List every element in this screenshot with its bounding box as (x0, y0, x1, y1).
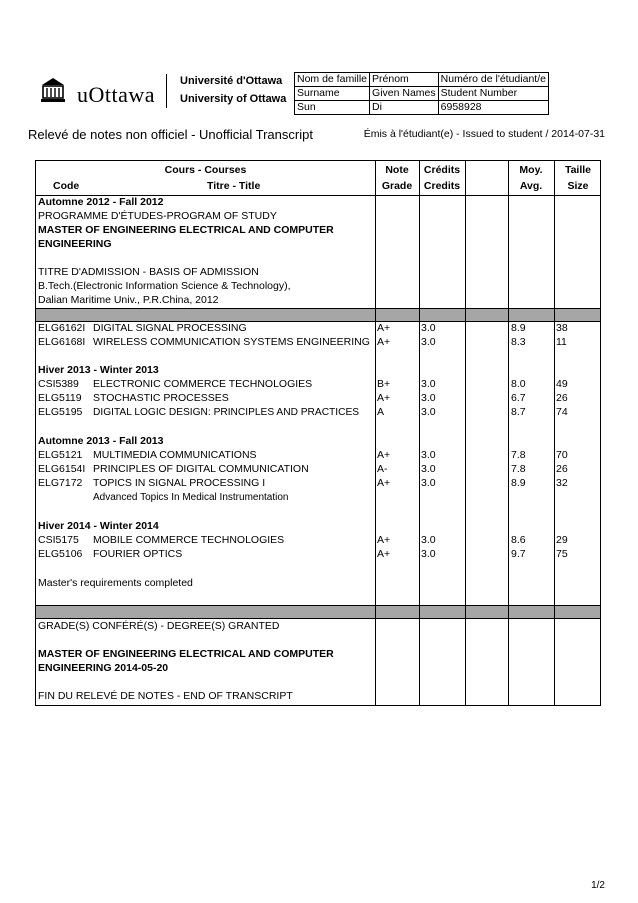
requirements-note: Master's requirements completed (38, 577, 193, 589)
course-title: PRINCIPLES OF DIGITAL COMMUNICATION (93, 463, 309, 475)
end-of-transcript: FIN DU RELEVÉ DE NOTES - END OF TRANSCRIPT (38, 690, 293, 702)
course-avg: 7.8 (511, 463, 526, 475)
course-grade: A+ (377, 336, 391, 348)
course-code: CSI5175 (38, 534, 79, 546)
course-code: ELG5121 (38, 449, 83, 461)
credits-header-fr: Crédits (423, 164, 461, 176)
grade-header: Grade (381, 180, 413, 192)
course-credits: 3.0 (421, 449, 436, 461)
course-title: STOCHASTIC PROCESSES (93, 392, 229, 404)
university-crest-icon (38, 75, 68, 105)
course-credits: 3.0 (421, 392, 436, 404)
logo-divider (166, 74, 167, 108)
course-code: ELG6154I (38, 463, 86, 475)
term-heading: Hiver 2014 - Winter 2014 (38, 520, 159, 532)
course-credits: 3.0 (421, 378, 436, 390)
course-title: FOURIER OPTICS (93, 548, 183, 560)
note-header: Note (385, 164, 409, 176)
student-number-header-fr: Numéro de l'étudiant/e (438, 73, 548, 87)
title-header: Titre - Title (207, 180, 261, 192)
course-subtitle: Advanced Topics In Medical Instrumentation (93, 492, 289, 503)
size-header: Size (567, 180, 589, 192)
course-grade: A+ (377, 548, 391, 560)
course-grade: A (377, 406, 385, 418)
course-size: 26 (556, 392, 568, 404)
term-heading: Hiver 2013 - Winter 2013 (38, 364, 159, 376)
student-id-table (294, 72, 549, 115)
admission-basis: B.Tech.(Electronic Information Science & Technology), (38, 280, 291, 292)
course-credits: 3.0 (421, 548, 436, 560)
column-divider (508, 161, 509, 705)
program-name: ENGINEERING (38, 238, 112, 250)
course-title: ELECTRONIC COMMERCE TECHNOLOGIES (93, 378, 313, 390)
course-avg: 8.6 (511, 534, 526, 546)
column-divider (375, 161, 376, 705)
admission-basis: Dalian Maritime Univ., P.R.China, 2012 (38, 294, 219, 306)
course-grade: B+ (377, 378, 391, 390)
course-size: 49 (556, 378, 568, 390)
course-code: CSI5389 (38, 378, 79, 390)
given-names-value: Di (370, 101, 439, 115)
separator-band (36, 605, 600, 619)
course-size: 29 (556, 534, 568, 546)
course-size: 11 (556, 336, 567, 348)
document-title: Relevé de notes non officiel - Unofficial Transcript (28, 127, 313, 142)
course-credits: 3.0 (421, 477, 436, 489)
course-code: ELG7172 (38, 477, 83, 489)
course-code: ELG5119 (38, 392, 82, 404)
taille-header: Taille (564, 164, 592, 176)
degree-name: ENGINEERING 2014-05-20 (38, 662, 169, 674)
course-grade: A+ (377, 534, 391, 546)
course-title: DIGITAL SIGNAL PROCESSING (93, 322, 247, 334)
logo-wordmark: uOttawa (77, 82, 156, 107)
course-grade: A+ (377, 322, 391, 334)
surname-header-en: Surname (295, 87, 370, 101)
issue-date-line: Émis à l'étudiant(e) - Issued to student / 2014-07-31 (363, 128, 605, 140)
course-size: 75 (556, 548, 568, 560)
surname-header-fr: Nom de famille (295, 73, 370, 87)
program-name: MASTER OF ENGINEERING ELECTRICAL AND COMPUTER (38, 224, 334, 236)
course-size: 70 (556, 449, 568, 461)
course-title: MOBILE COMMERCE TECHNOLOGIES (93, 534, 285, 546)
surname-value: Sun (295, 101, 370, 115)
course-title: TOPICS IN SIGNAL PROCESSING I (93, 477, 266, 489)
course-size: 32 (556, 477, 568, 489)
course-size: 26 (556, 463, 568, 475)
course-avg: 8.7 (511, 406, 526, 418)
degree-name: MASTER OF ENGINEERING ELECTRICAL AND COMPUTER (38, 648, 334, 660)
course-code: ELG6168I (38, 336, 86, 348)
code-header: Code (53, 180, 80, 192)
column-divider (419, 161, 420, 705)
course-title: MULTIMEDIA COMMUNICATIONS (93, 449, 257, 461)
course-grade: A+ (377, 477, 391, 489)
course-avg: 8.3 (511, 336, 526, 348)
moy-header: Moy. (519, 164, 543, 176)
course-avg: 8.9 (511, 477, 526, 489)
course-avg: 7.8 (511, 449, 526, 461)
degree-label: GRADE(S) CONFÉRÉ(S) - DEGREE(S) GRANTED (38, 620, 280, 632)
student-number-header-en: Student Number (438, 87, 548, 101)
course-avg: 8.0 (511, 378, 526, 390)
course-credits: 3.0 (421, 322, 436, 334)
course-title: WIRELESS COMMUNICATION SYSTEMS ENGINEERING (93, 336, 370, 348)
separator-band (36, 308, 600, 322)
student-number-value: 6958928 (438, 101, 548, 115)
term-heading: Automne 2012 - Fall 2012 (38, 196, 164, 208)
page-number: 1/2 (591, 880, 605, 891)
course-code: ELG6162I (38, 322, 86, 334)
course-code: ELG5195 (38, 406, 83, 418)
course-credits: 3.0 (421, 336, 436, 348)
given-names-header-en: Given Names (370, 87, 439, 101)
column-divider (465, 161, 466, 705)
course-code: ELG5106 (38, 548, 83, 560)
course-title: DIGITAL LOGIC DESIGN: PRINCIPLES AND PRACTICES (93, 407, 360, 418)
program-label: PROGRAMME D'ÉTUDES-PROGRAM OF STUDY (38, 210, 277, 222)
course-avg: 8.9 (511, 322, 526, 334)
course-size: 74 (556, 406, 568, 418)
admission-basis-label: TITRE D'ADMISSION - BASIS OF ADMISSION (38, 266, 259, 278)
given-names-header-fr: Prénom (370, 73, 439, 87)
course-avg: 6.7 (511, 392, 526, 404)
course-size: 38 (556, 322, 568, 334)
university-name-fr: Université d'Ottawa (180, 75, 283, 87)
avg-header: Avg. (519, 180, 543, 192)
university-name-en: University of Ottawa (180, 93, 287, 105)
course-grade: A+ (377, 392, 391, 404)
course-credits: 3.0 (421, 463, 436, 475)
course-credits: 3.0 (421, 534, 436, 546)
term-heading: Automne 2013 - Fall 2013 (38, 435, 164, 447)
course-credits: 3.0 (421, 406, 436, 418)
courses-header: Cours - Courses (164, 164, 247, 176)
column-divider (554, 161, 555, 705)
course-grade: A+ (377, 449, 391, 461)
credits-header-en: Credits (423, 180, 461, 192)
transcript-table (35, 160, 601, 706)
course-avg: 9.7 (511, 548, 526, 560)
course-grade: A- (377, 463, 388, 475)
